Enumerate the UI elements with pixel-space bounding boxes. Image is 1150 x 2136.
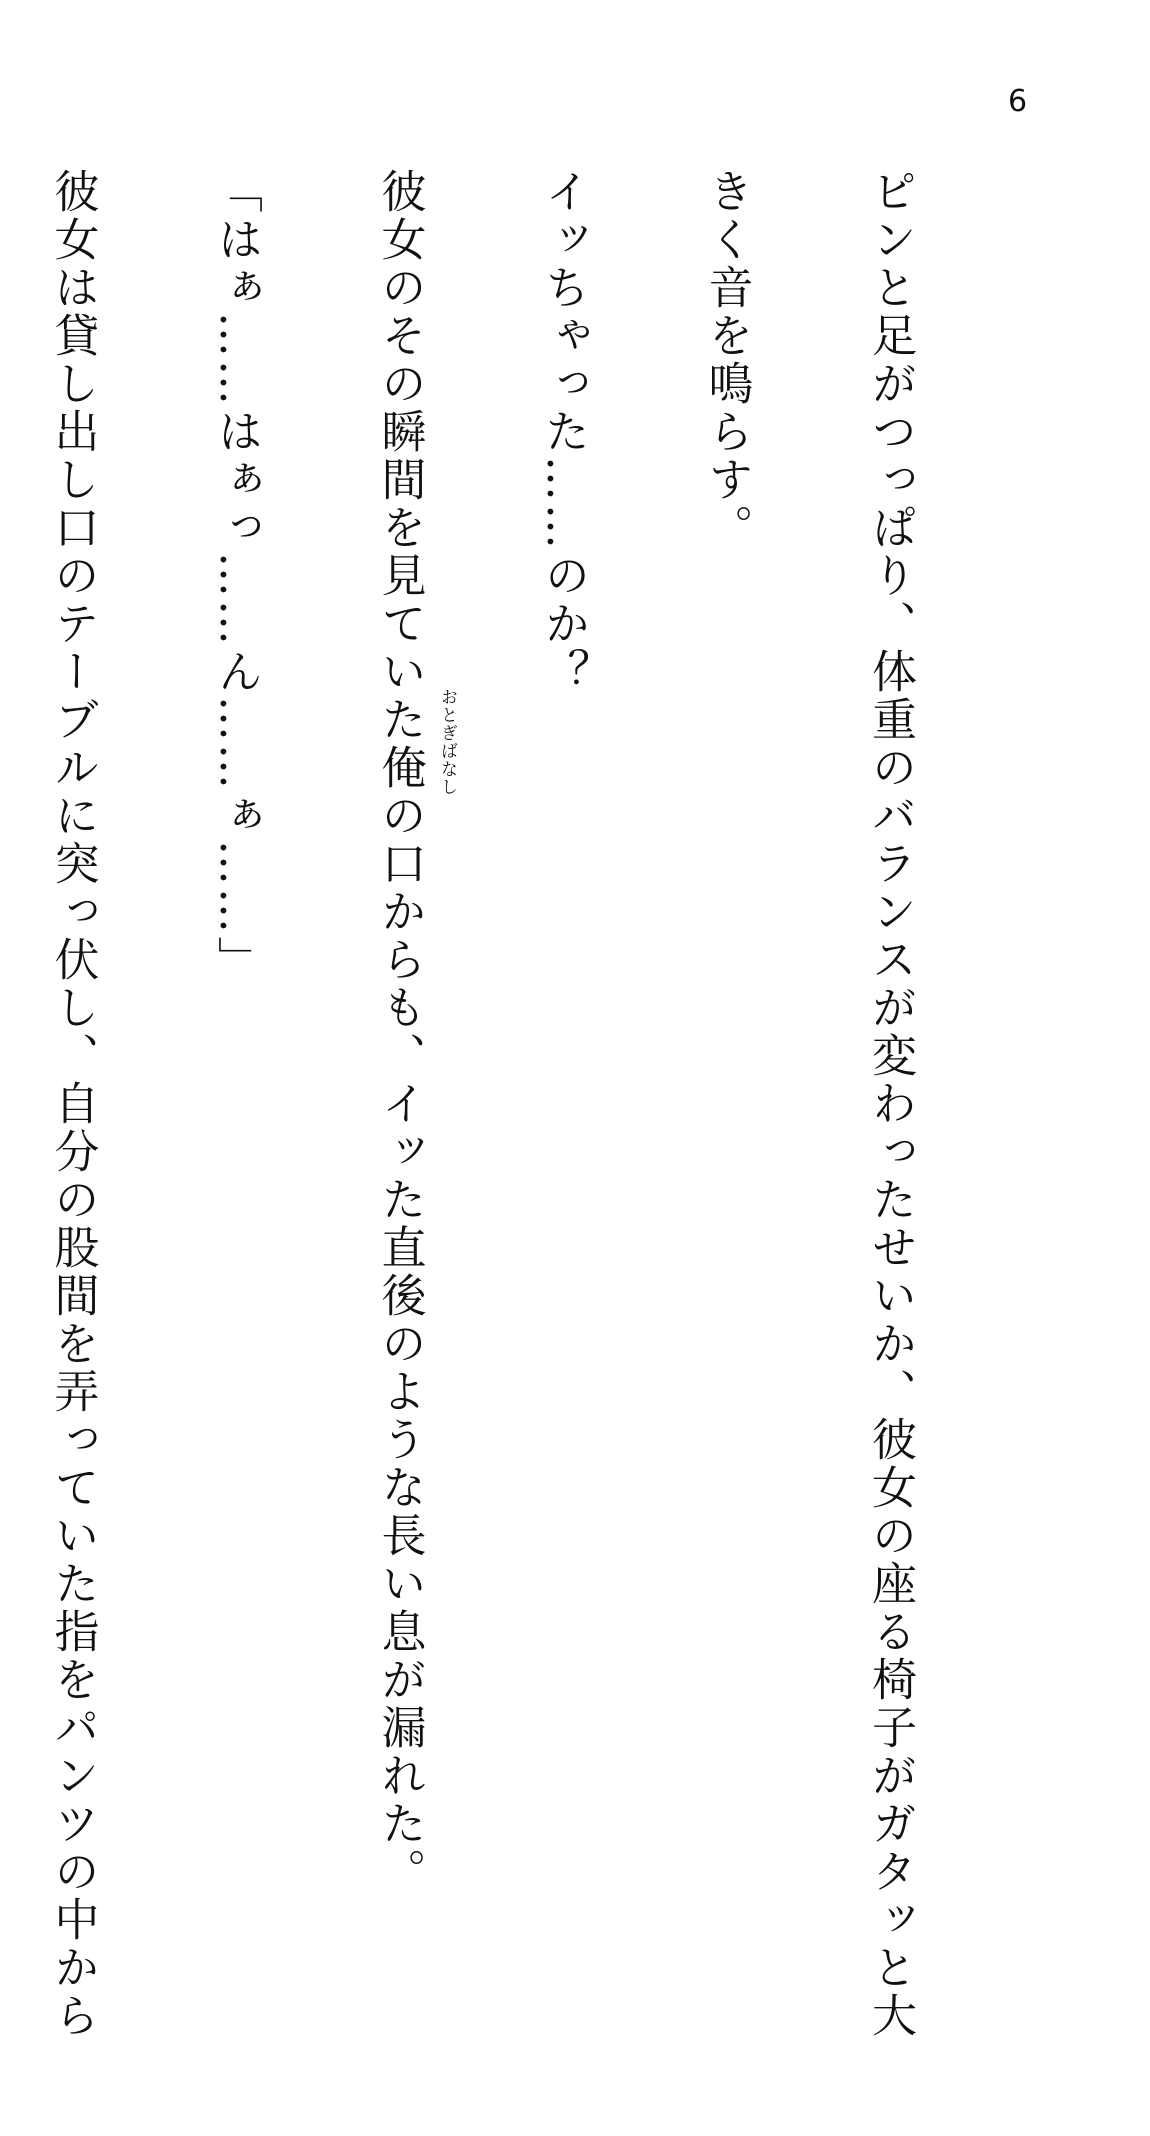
vertical-text-body [46,168,1026,2040]
text-line: 彼女のその瞬間を見ていた俺の口からも、イッた直後のような長い息が漏れた。 [373,168,427,1896]
text-line: イッちゃった……のか？ [537,168,590,696]
text-line: きく音を鳴らす。 [700,168,754,552]
text-line: 彼女は貸し出し口のテーブルに突っ伏し、自分の股間を弄っていた指をパンツの中から [46,168,100,2040]
text-line: 「はぁ……はぁっ……ん……ぁ……」 [210,168,263,984]
page-number: 6 [1008,84,1028,119]
furigana-otogibanashi: おとぎばなし [437,688,457,796]
text-line: ピンと足がつっぱり、体重のバランスが変わったせいか、彼女の座る椅子がガタッと大 [864,168,917,2040]
